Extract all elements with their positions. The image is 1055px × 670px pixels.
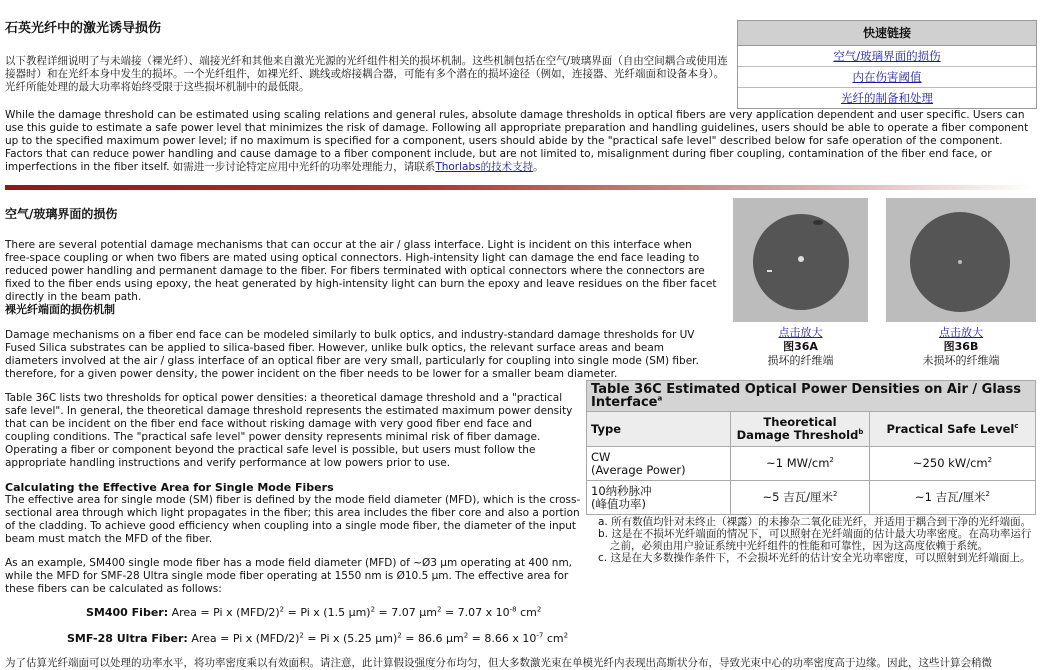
- note-b: b. 这是在不损坏光纤端面的情况下，可以照射在光纤端面的估计最大功率密度。在高功率运行之前，必须由用户验证系统中光纤组件的性能和可靠性，因为这高度依赖于系统。: [598, 528, 1032, 552]
- damaged-fiber-photo[interactable]: [733, 198, 868, 322]
- section-paragraph-4: The effective area for single mode (SM) fiber is defined by the mode field diameter (MFD), which is the cross-sectional area through which light propagates in the fiber; this area includes the fiber core and also a portion of the cladding. To achieve good efficiency when coupling into a single mode fiber, the diameter of the input beam must match the MFD of the fiber.: [5, 494, 581, 545]
- quick-links-box: [737, 20, 1037, 109]
- table-36c: [586, 380, 1036, 515]
- formula-sm400: SM400 Fiber: Area = Pi x $(MFD/2)^2 = Pi$ x (1.5 µm)$^2$ = 7.07 µm$^2$ = 7.07 x $10^{-8}$ $cm^2$: [86, 605, 542, 619]
- bottom-paragraph: 为了估算光纤端面可以处理的功率水平，将功率密度乘以有效面积。请注意，此计算假设强度分布均匀，但大多数激光束在单模光纤内表现出高斯状分布，导致光束中心的功率密度高于边缘。因此，这些计算会稍微: [5, 657, 992, 669]
- col-header-theoretical: Theoretical Damage Threshold$^b$: [731, 412, 870, 447]
- quick-link-intrinsic-threshold[interactable]: 内在伤害阈值: [852, 70, 922, 84]
- quick-links-header: 快速链接: [738, 21, 1036, 46]
- section-divider: [5, 185, 1035, 190]
- col-header-safe: Practical Safe Level$^c$: [870, 412, 1036, 447]
- figure-label-36a: 图36A: [783, 340, 818, 353]
- section-paragraph-3: Table 36C lists two thresholds for optical power densities: a theoretical damage threshold and a "practical safe level". In general, the theoretical damage threshold represents the estimated maximum power density that can be incident on the fiber end face without risking damage with very good fiber end face and coupling conditions. The "practical safe level" power density represents minimal risk of fiber damage. Operating a fiber or component beyond the practical safe level is possible, but users must follow the appropriate handling instructions and verify performance at low powers prior to use.: [5, 392, 573, 469]
- figure-desc-36b: 未损坏的纤维端: [922, 354, 1000, 367]
- quick-link-air-glass[interactable]: 空气/玻璃界面的损伤: [833, 49, 941, 63]
- section-paragraph-1: There are several potential damage mechanisms that can occur at the air / glass interface. Light is incident on this interface when free-space coupling or when two fibers are mated using optical connectors. High-intensity light can damage the end face leading to reduced power handling and permanent damage to the fiber. For fibers terminated with optical connectors where the connectors are fixed to the fiber ends using epoxy, the heat generated by high-intensity light can burn the epoxy and leave residues on the fiber facet directly in the beam path.: [5, 239, 717, 303]
- note-c: c. 这是在大多数操作条件下，不会损坏光纤的估计安全光功率密度，可以照射到光纤端面上。: [598, 552, 1031, 564]
- intro-paragraph-zh: 以下教程详细说明了与未端接（裸光纤）、端接光纤和其他来自激光光源的光纤组件相关的损坏机制。这些机制包括在空气/玻璃界面（自由空间耦合或使用连接器时）和在光纤本身中发生的损坏。一个光纤组件，如裸光纤、跳线或熔接耦合器，可能有多个潜在的损坏途径（例如，连接器、光纤端面和设备本身）。光纤所能处理的最大功率将始终受限于这些损坏机制中的最低限。: [5, 55, 728, 93]
- table-row: CW (Average Power) ~1 $MW/cm^2$ ~250 $kW/cm^2$: [587, 447, 1036, 481]
- col-header-type: Type: [587, 412, 731, 447]
- section-paragraph-5: As an example, SM400 single mode fiber has a mode field diameter (MFD) of ~Ø3 µm operating at 400 nm, while the MFD for SMF-28 Ultra single mode fiber operating at 1550 nm is Ø10.5 µm. The effective area for these fibers can be calculated as follows:: [5, 557, 573, 595]
- intro-paragraph-en: While the damage threshold can be estimated using scaling relations and general rules, absolute damage thresholds in optical fibers are very application dependent and user specific. Users can use this guide to estimate a safe power level that minimizes the risk of damage. Following all appropriate preparation and handling guidelines, users should be able to operate a fiber component up to the specified maximum power level; if no maximum is specified for a component, users should abide by the "practical safe level" described below for safe operation of the component. Factors that can reduce power handling and cause damage to a fiber component include, but are not limited to, misalignment during fiber coupling, contamination of the fiber end face, or imperfections in the fiber itself. 如需进一步讨论特定应用中光纤的功率处理能力，请联系Thorlabs的技术支持。: [5, 109, 1029, 173]
- table-notes: [598, 516, 1034, 564]
- quick-link-fiber-prep[interactable]: 光纤的制备和处理: [841, 91, 933, 105]
- figure-desc-36a: 损坏的纤维端: [767, 354, 834, 367]
- subheading-effective-area: Calculating the Effective Area for Single Mode Fibers: [5, 481, 334, 494]
- enlarge-link-36b[interactable]: 点击放大: [939, 326, 983, 339]
- tech-support-link[interactable]: Thorlabs的技术支持: [435, 161, 534, 173]
- section-paragraph-2: Damage mechanisms on a fiber end face can be modeled similarly to bulk optics, and industry-standard damage thresholds for UV Fused Silica substrates can be applied to silica-based fiber. However, unlike bulk optics, the relevant surface areas and beam diameters involved at the air / glass interface of an optical fiber are very small, particularly for coupling into single mode (SM) fiber. therefore, for a given power density, the power incident on the fiber needs to be lower for a smaller beam diameter.: [5, 329, 699, 380]
- subheading-bare-fiber: 裸光纤端面的损伤机制: [5, 303, 115, 316]
- figure-label-36b: 图36B: [943, 340, 979, 353]
- section-title: 空气/玻璃界面的损伤: [5, 207, 118, 221]
- note-a: a. 所有数值均针对未终止（裸露）的未掺杂二氧化硅光纤，并适用于耦合到干净的光纤端面。: [598, 516, 1032, 528]
- undamaged-fiber-photo[interactable]: [886, 198, 1036, 322]
- formula-smf28: SMF-28 Ultra Fiber: Area = Pi x $(MFD/2)^2 = Pi$ x (5.25 µm)$^2$ = 86.6 µm$^2$ = 8.66 x $10^{-7}$ $cm^2$: [67, 631, 569, 645]
- page-title: 石英光纤中的激光诱导损伤: [5, 21, 162, 36]
- table-row: 10纳秒脉冲 (峰值功率) ~5 吉瓦/厘米$^2$ ~1 吉瓦/厘米$^2$: [587, 481, 1036, 515]
- enlarge-link-36a[interactable]: 点击放大: [778, 326, 823, 339]
- table-title: Table 36C Estimated Optical Power Densities on Air / Glass Interface$^a$: [587, 381, 1036, 412]
